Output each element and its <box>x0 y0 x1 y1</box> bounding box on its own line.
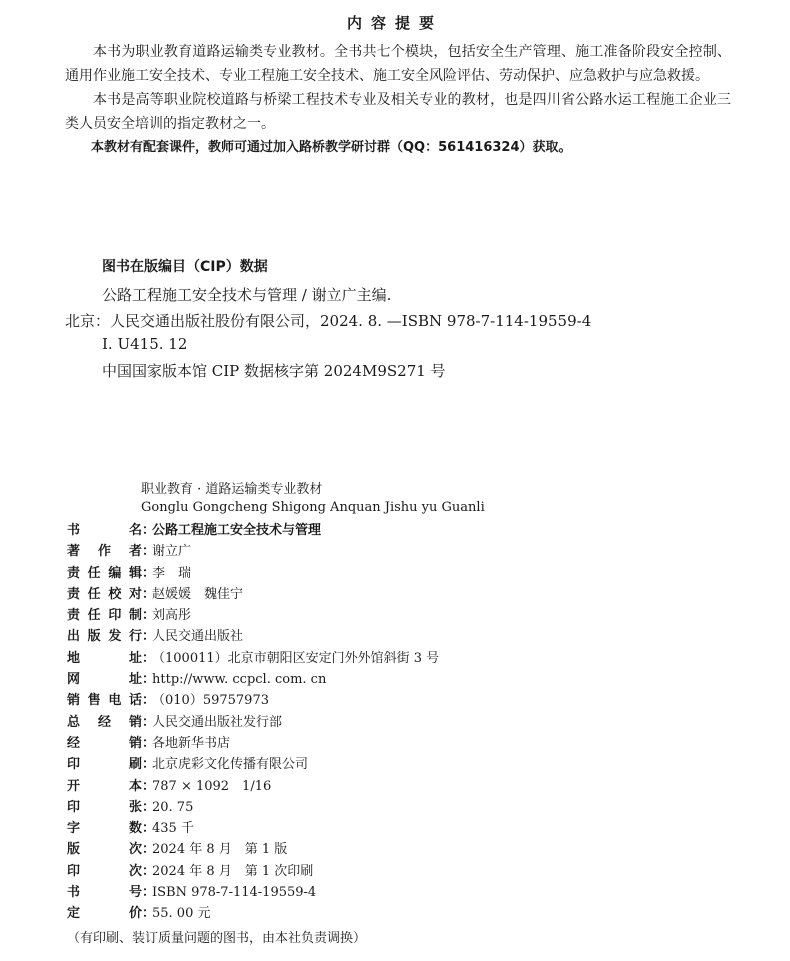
colophon-label-char: 任 <box>87 565 101 581</box>
colophon-value: 2024 年 8 月 第 1 次印刷 <box>152 863 314 879</box>
abstract <box>65 40 731 160</box>
colophon-value: 李 瑞 <box>152 565 192 581</box>
colophon-value: 谢立广 <box>152 544 192 560</box>
colophon-label-char: 任 <box>87 608 101 624</box>
pinyin-title: Gonglu Gongcheng Shigong Anquan Jishu yu Guanli <box>141 500 485 515</box>
colophon-label <box>67 520 142 541</box>
colophon-colon: ： <box>142 565 156 581</box>
colophon-colon: ： <box>142 650 156 666</box>
colophon-value: 人民交通出版社 <box>152 629 244 645</box>
colophon-label-char: 号 <box>128 885 142 901</box>
colophon-label <box>67 776 142 797</box>
colophon-row <box>67 584 439 605</box>
colophon-label <box>67 903 142 924</box>
colophon-label-char: 编 <box>108 565 122 581</box>
colophon-value: 55. 00 元 <box>152 906 211 922</box>
colophon-label-char: 名 <box>128 523 142 538</box>
colophon-value: 北京虎彩文化传播有限公司 <box>152 757 309 773</box>
colophon-label-char: 本 <box>128 778 142 794</box>
colophon-label <box>67 818 142 839</box>
colophon-value: 各地新华书店 <box>152 735 231 751</box>
colophon-label-char: 版 <box>87 629 101 645</box>
colophon-label <box>67 669 142 690</box>
colophon-label-char: 责 <box>67 586 81 602</box>
colophon-row <box>67 563 439 584</box>
colophon-row <box>67 712 439 733</box>
colophon-colon: ： <box>142 735 156 751</box>
colophon-row <box>67 626 439 647</box>
colophon-row <box>67 520 439 541</box>
colophon-label <box>67 797 142 818</box>
colophon-row <box>67 797 439 818</box>
colophon-label-char: 责 <box>67 608 81 624</box>
colophon-value: 20. 75 <box>152 799 194 815</box>
colophon-label-char: 地 <box>67 650 81 666</box>
colophon-label-char: 辑 <box>128 565 142 581</box>
abstract-paragraph: 本书是高等职业院校道路与桥梁工程技术专业及相关专业的教材，也是四川省公路水运工程施工企业三类人员安全培训的指定教材之一。 <box>65 92 731 132</box>
colophon-row <box>67 669 439 690</box>
colophon-row <box>67 818 439 839</box>
cip-line: Ⅰ. U415. 12 <box>102 335 188 353</box>
colophon-label-char: 作 <box>97 544 111 560</box>
colophon-label-char: 经 <box>67 735 81 751</box>
colophon-label-char: 销 <box>128 714 142 730</box>
colophon-colon: ： <box>142 586 156 602</box>
colophon-value: 刘高彤 <box>152 608 192 624</box>
colophon-row <box>67 690 439 711</box>
colophon <box>67 520 439 925</box>
colophon-label <box>67 712 142 733</box>
colophon-colon: ： <box>142 629 156 645</box>
colophon-value: （100011）北京市朝阳区安定门外外馆斜街 3 号 <box>152 650 440 666</box>
colophon-label-char: 任 <box>87 586 101 602</box>
colophon-label-char: 著 <box>67 544 81 560</box>
content-summary-heading: 内容提要 <box>346 14 443 32</box>
colophon-colon: ： <box>142 714 156 730</box>
colophon-label <box>67 690 142 711</box>
colophon-label-char: 销 <box>67 693 81 709</box>
colophon-colon: ： <box>142 523 156 538</box>
colophon-label-char: 址 <box>128 672 142 688</box>
colophon-label-char: 电 <box>108 693 122 709</box>
cip-line: 公路工程施工安全技术与管理 / 谢立广主编. <box>102 286 392 304</box>
colophon-label-char: 话 <box>128 693 142 709</box>
colophon-row <box>67 903 439 924</box>
colophon-label-char: 制 <box>128 608 142 624</box>
colophon-label <box>67 605 142 626</box>
cip-line: 中国国家版本馆 CIP 数据核字第 2024M9S271 号 <box>102 362 446 380</box>
colophon-label-char: 版 <box>67 842 81 858</box>
colophon-label-char: 总 <box>67 714 81 730</box>
cip-line: 北京：人民交通出版社股份有限公司，2024. 8. —ISBN 978-7-114-19559-4 <box>65 312 592 330</box>
colophon-row <box>67 839 439 860</box>
colophon-label-char: 定 <box>67 906 81 922</box>
colophon-label-char: 经 <box>97 714 111 730</box>
colophon-label-char: 行 <box>128 629 142 645</box>
colophon-label <box>67 861 142 882</box>
colophon-label-char: 印 <box>67 863 81 879</box>
colophon-label-char: 开 <box>67 778 81 794</box>
colophon-colon: ： <box>142 863 156 879</box>
colophon-colon: ： <box>142 608 156 624</box>
colophon-label-char: 对 <box>128 586 142 602</box>
colophon-label-char: 校 <box>108 586 122 602</box>
colophon-row <box>67 861 439 882</box>
colophon-label-char: 者 <box>128 544 142 560</box>
colophon-row <box>67 541 439 562</box>
colophon-label <box>67 541 142 562</box>
colophon-label-char: 书 <box>67 523 81 538</box>
series-name: 职业教育 · 道路运输类专业教材 <box>141 482 323 497</box>
courseware-notice: 本教材有配套课件，教师可通过加入路桥教学研讨群（QQ：561416324）获取。 <box>91 140 572 155</box>
colophon-value: ISBN 978-7-114-19559-4 <box>152 885 317 901</box>
colophon-label-char: 印 <box>67 757 81 773</box>
colophon-value: 赵媛媛 魏佳宁 <box>152 586 244 602</box>
colophon-colon: ： <box>142 842 156 858</box>
colophon-colon: ： <box>142 544 156 560</box>
colophon-row <box>67 776 439 797</box>
colophon-row <box>67 733 439 754</box>
colophon-label-char: 销 <box>128 735 142 751</box>
colophon-colon: ： <box>142 906 156 922</box>
colophon-label <box>67 754 142 775</box>
colophon-value: （010）59757973 <box>152 693 269 709</box>
colophon-label <box>67 584 142 605</box>
colophon-label-char: 次 <box>128 863 142 879</box>
colophon-label <box>67 882 142 903</box>
colophon-colon: ： <box>142 821 156 837</box>
colophon-label-char: 责 <box>67 565 81 581</box>
colophon-value: 787 × 1092 1/16 <box>152 778 272 794</box>
cip-title: 图书在版编目（CIP）数据 <box>102 259 268 275</box>
colophon-label <box>67 648 142 669</box>
quality-note: （有印刷、装订质量问题的图书，由本社负责调换） <box>67 931 367 946</box>
colophon-label-char: 张 <box>128 799 142 815</box>
colophon-label-char: 址 <box>128 650 142 666</box>
colophon-label-char: 印 <box>108 608 122 624</box>
colophon-label <box>67 626 142 647</box>
colophon-row <box>67 882 439 903</box>
colophon-value: 公路工程施工安全技术与管理 <box>152 523 322 538</box>
colophon-value: 435 千 <box>152 821 194 837</box>
colophon-label <box>67 733 142 754</box>
colophon-colon: ： <box>142 693 156 709</box>
colophon-label-char: 发 <box>108 629 122 645</box>
colophon-label-char: 售 <box>87 693 101 709</box>
colophon-label <box>67 563 142 584</box>
colophon-row <box>67 648 439 669</box>
colophon-row <box>67 754 439 775</box>
colophon-label-char: 数 <box>128 821 142 837</box>
colophon-label-char: 印 <box>67 799 81 815</box>
colophon-value: 人民交通出版社发行部 <box>152 714 283 730</box>
colophon-colon: ： <box>142 757 156 773</box>
colophon-colon: ： <box>142 799 156 815</box>
colophon-colon: ： <box>142 672 156 688</box>
colophon-colon: ： <box>142 885 156 901</box>
colophon-label-char: 字 <box>67 821 81 837</box>
colophon-label-char: 书 <box>67 885 81 901</box>
colophon-label-char: 刷 <box>128 757 142 773</box>
colophon-label-char: 网 <box>67 672 81 688</box>
colophon-label-char: 价 <box>128 906 142 922</box>
colophon-row <box>67 605 439 626</box>
colophon-colon: ： <box>142 778 156 794</box>
colophon-value: 2024 年 8 月 第 1 版 <box>152 842 288 858</box>
abstract-paragraph: 本书为职业教育道路运输类专业教材。全书共七个模块，包括安全生产管理、施工准备阶段安全控制、通用作业施工安全技术、专业工程施工安全技术、施工安全风险评估、劳动保护、应急救护与应急救援。 <box>65 44 731 84</box>
colophon-value: http://www. ccpcl. com. cn <box>152 672 327 688</box>
colophon-label-char: 次 <box>128 842 142 858</box>
colophon-label-char: 出 <box>67 629 81 645</box>
colophon-label <box>67 839 142 860</box>
